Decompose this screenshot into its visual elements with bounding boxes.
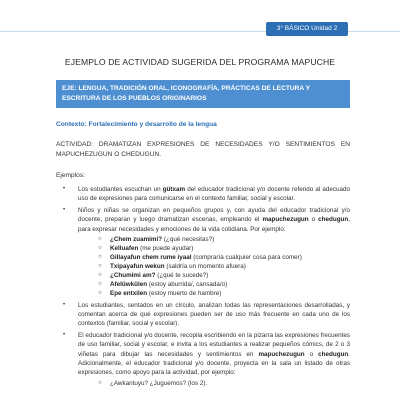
sublist-item: ○ Txipayafun wekun (saldría un momento afuera) [98,263,246,271]
axis-banner: EJE: LENGUA, TRADICIÓN ORAL, ICONOGRAFÍA, PRÁCTICAS DE LECTURA Y ESCRITURA DE LOS PUEBLOS ORIGINARIOS [56,80,350,108]
keyword: mapuchezugun [258,350,305,358]
bullet-icon: • [63,301,66,308]
sublist-item: ○ Gillayafun chem rume iyaal (compraría cualquier cosa para comer) [98,254,302,262]
keyword: mapuchezugun [262,216,309,224]
context-heading: Contexto: Fortalecimiento y desarrollo de la lengua [56,121,217,128]
keyword: chedugun [318,350,349,358]
circle-bullet-icon: ○ [98,254,102,261]
list-item: • Niños y niñas se organizan en pequeños grupos y, con ayuda del educador tradicional y/o docente, preparan y luego dramatizan escenas, empleando el mapuchezugun o chedugun, para expresar necesidades y emociones de la vida cotidiana. Por ejemplo: ○ ¿Chem zuamimi? (¿qué necesitas?) ○ Kelluafen (me puede ayudar) ○ Gillayafun chem rume iyaal (compraría cualquier cosa para comer) ○ Txipayafun wekun (saldría un momento afuera) ○ ¿Chumimi am? (¿qué te sucede?) ○ Afelüwkülen (estoy aburrida/, cansada/o) ○ Epe entxilen (estoy muerto de hambre) [63,207,350,298]
page-title: EJEMPLO DE ACTIVIDAD SUGERIDA DEL PROGRAMA MAPUCHE [64,57,336,67]
list-item: • Los estudiantes escuchan un gütxam del educador tradicional y/o docente referido al adecuado uso de expresiones para comunicarse en el contexto familiar, social y escolar. [63,186,350,203]
expression-sublist [78,235,350,298]
circle-bullet-icon: ○ [98,263,102,270]
list-item: • Los estudiantes, sentados en un círculo, analizan todas las representaciones desarrolladas, y comentan acerca de qué expresiones pueden ser de uso más frecuente en cada uno de los contextos (familiar, social y escolar). [63,301,350,328]
circle-bullet-icon: ○ [98,272,102,279]
expression-sublist [78,379,350,388]
circle-bullet-icon: ○ [98,379,102,386]
sublist-item: ○ Afelüwkülen (estoy aburrida/, cansada/o) [98,281,228,289]
activity-heading: ACTIVIDAD: DRAMATIZAN EXPRESIONES DE NECESIDADES Y/O SENTIMIENTOS EN MAPUCHEZUGUN O CHEDUGUN. [56,141,350,158]
bullet-icon: • [63,186,66,192]
examples-label: Ejemplos: [56,172,85,179]
sublist-item: ○ ¿Awkantuyu? ¿Juguemos? (los 2). [98,379,208,387]
list-item: • El educador tradicional y/o docente, recopila escribiendo en la pizarra las expresiones frecuentes de uso familiar, social y escolar, e invita a los estudiantes a realizar pequeños cómics, de 2 o 3 viñetas para dibujar las necesidades y sentimientos en mapuchezugun o chedugun. Adicionalmente, el educador tradicional y/o docente, proyecta en la sala un listado de otras expresiones, como apoyo para la actividad, por ejemplo: ○ ¿Awkantuyu? ¿Juguemos? (los 2). [63,332,350,387]
keyword: gütxam [162,186,186,193]
bullet-icon: • [63,207,66,214]
sublist-item: ○ ¿Chumimi am? (¿qué te sucede?) [98,272,209,280]
circle-bullet-icon: ○ [98,245,102,252]
keyword: chedugun [318,216,349,224]
bullet-icon: • [63,332,66,339]
examples-list [56,185,350,390]
sublist-item: ○ ¿Chem zuamimi? (¿qué necesitas?) [98,236,215,244]
circle-bullet-icon: ○ [98,281,102,288]
grade-badge: 3° BÁSICO Unidad 2 [266,22,348,36]
sublist-item: ○ Kelluafen (me puede ayudar) [98,245,194,253]
circle-bullet-icon: ○ [98,236,102,243]
circle-bullet-icon: ○ [98,290,102,297]
sublist-item: ○ Epe entxilen (estoy muerto de hambre) [98,290,222,298]
